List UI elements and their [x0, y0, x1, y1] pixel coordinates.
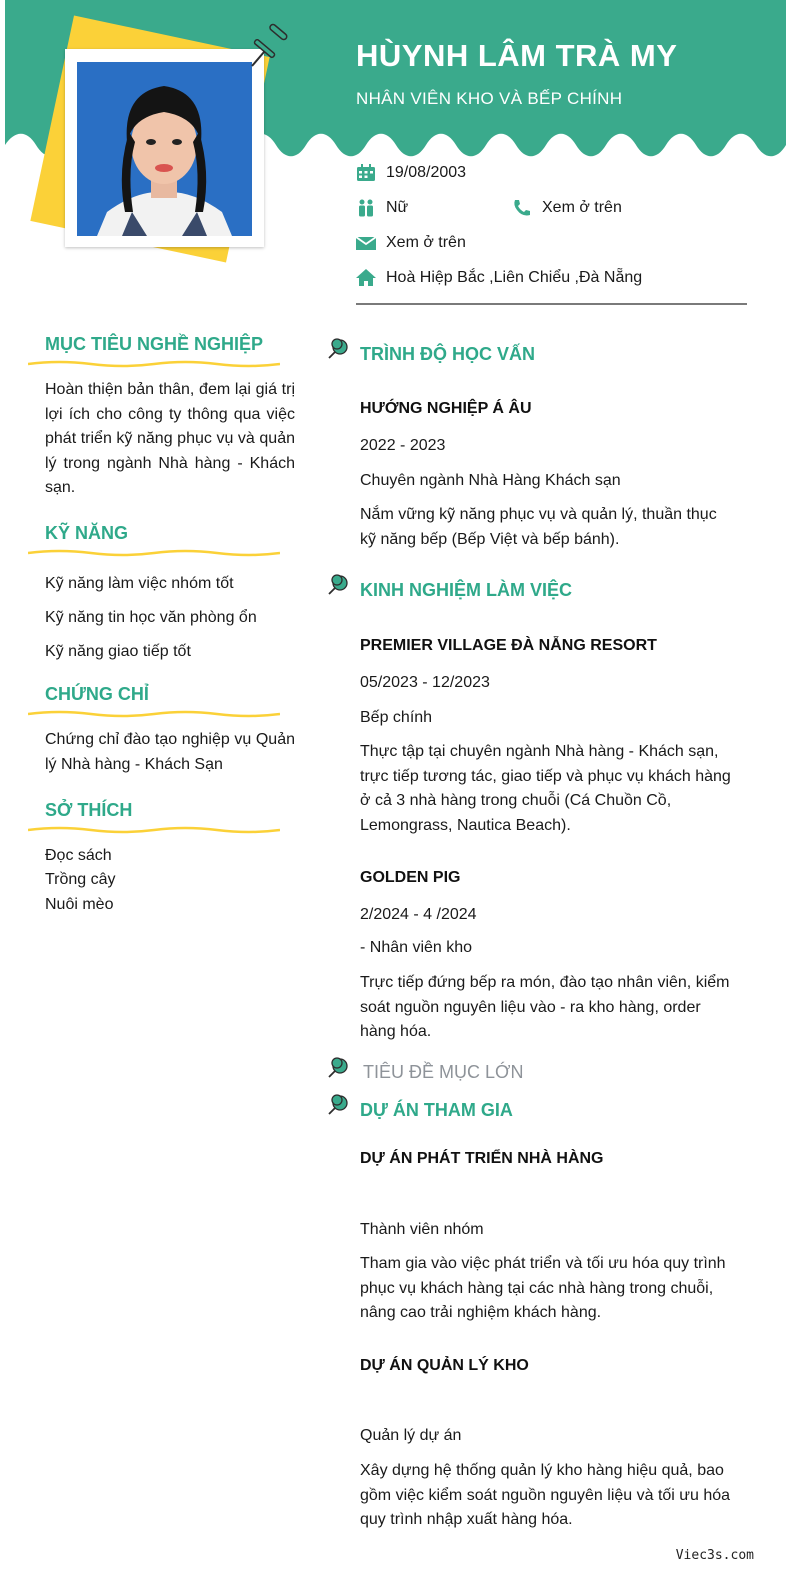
education-title: TRÌNH ĐỘ HỌC VẤN	[360, 344, 535, 364]
job-period: 2/2024 - 4 /2024	[360, 906, 477, 923]
skill-item: Kỹ năng giao tiếp tốt	[45, 643, 191, 660]
job-position: - Nhân viên kho	[360, 939, 473, 956]
phone-icon	[512, 199, 532, 217]
project-role: Quản lý dự án	[360, 1427, 462, 1444]
certificate-text: Chứng chỉ đào tạo nghiệp vụ Quản lý Nhà hàng - Khách Sạn	[45, 731, 295, 773]
job-description: Thực tập tại chuyên ngành Nhà hàng - Khách sạn, trực tiếp tương tác, giao tiếp và phục vụ khách hàng ở cả 3 nhà hàng trong chuỗi (Cá Chuồn Cồ, Lemongrass, Nautica Beach).	[360, 743, 731, 834]
project-role: Thành viên nhóm	[360, 1221, 484, 1238]
hobbies-underline	[28, 825, 280, 835]
job-title: NHÂN VIÊN KHO VÀ BẾP CHÍNH	[356, 89, 623, 108]
education-period: 2022 - 2023	[360, 437, 446, 454]
hobby-item: Nuôi mèo	[45, 896, 114, 913]
project-description: Xây dựng hệ thống quản lý kho hàng hiệu quả, bao gồm việc kiểm soát nguồn nguyên liệu và tối ưu hóa quy trình nhập xuất hàng hóa.	[360, 1462, 731, 1528]
education-description: Nắm vững kỹ năng phục vụ và quản lý, thuần thục kỹ năng bếp (Bếp Việt và bếp bánh).	[360, 506, 717, 548]
skill-item: Kỹ năng tin học văn phòng ổn	[45, 609, 257, 626]
projects-title: DỰ ÁN THAM GIA	[360, 1100, 513, 1120]
objective-underline	[28, 359, 280, 369]
hobby-item: Trồng cây	[45, 871, 116, 888]
pushpin-icon	[326, 571, 352, 597]
skills-title: KỸ NĂNG	[45, 523, 129, 543]
pushpin-icon	[244, 22, 290, 72]
project-description: Tham gia vào việc phát triển và tối ưu hóa quy trình phục vụ khách hàng tại các nhà hàng trong chuỗi, nâng cao trải nghiệm khách hàng.	[360, 1255, 726, 1321]
pushpin-icon	[326, 1091, 352, 1117]
job-position: Bếp chính	[360, 709, 433, 726]
job-period: 05/2023 - 12/2023	[360, 674, 490, 691]
birthday-value: 19/08/2003	[386, 164, 467, 181]
birthday-row	[356, 164, 466, 182]
people-icon	[356, 199, 376, 217]
skill-item: Kỹ năng làm việc nhóm tốt	[45, 575, 234, 592]
candidate-name: HÙYNH LÂM TRÀ MY	[356, 38, 678, 73]
school-name: HƯỚNG NGHIỆP Á ÂU	[360, 400, 532, 417]
portrait-image	[77, 62, 252, 236]
objective-text: Hoàn thiện bản thân, đem lại giá trị lợi ích cho công ty thông qua việc phát triển kỹ năng phục vụ và quản lý trong ngành Nhà hàng - Khách sạn.	[45, 381, 295, 496]
calendar-icon	[356, 164, 376, 182]
phone-row	[512, 199, 622, 217]
objective-title: MỤC TIÊU NGHỀ NGHIỆP	[45, 334, 264, 354]
address-value: Hoà Hiệp Bắc ,Liên Chiểu ,Đà Nẵng	[386, 269, 643, 286]
avatar	[77, 62, 252, 236]
pushpin-icon	[326, 335, 352, 361]
gender-row	[356, 199, 408, 217]
education-major: Chuyên ngành Nhà Hàng Khách sạn	[360, 472, 621, 489]
envelope-icon	[356, 234, 376, 252]
experience-title: KINH NGHIỆM LÀM VIỆC	[360, 580, 573, 600]
gender-value: Nữ	[386, 199, 409, 216]
watermark: Viec3s.com	[675, 1548, 754, 1563]
phone-value: Xem ở trên	[542, 199, 622, 216]
company-name: PREMIER VILLAGE ĐÀ NẴNG RESORT	[360, 637, 657, 654]
placeholder-section-title: TIÊU ĐỀ MỤC LỚN	[363, 1062, 524, 1082]
header-divider	[356, 303, 747, 305]
company-name: GOLDEN PIG	[360, 869, 461, 886]
address-row	[356, 269, 642, 287]
photo-frame	[65, 49, 264, 247]
home-icon	[356, 269, 376, 287]
pushpin-icon	[326, 1054, 352, 1080]
profile-photo-area	[40, 28, 260, 268]
job-description: Trực tiếp đứng bếp ra món, đào tạo nhân viên, kiểm soát nguồn nguyên liệu vào - ra kho hàng, order hàng hóa.	[360, 974, 730, 1040]
certificates-underline	[28, 709, 280, 719]
skills-underline	[28, 548, 280, 558]
certificates-title: CHỨNG CHỈ	[45, 684, 149, 704]
email-value: Xem ở trên	[386, 234, 466, 251]
hobby-item: Đọc sách	[45, 847, 112, 864]
hobbies-title: SỞ THÍCH	[45, 800, 133, 820]
email-row	[356, 234, 466, 252]
project-name: DỰ ÁN QUẢN LÝ KHO	[360, 1357, 529, 1374]
project-name: DỰ ÁN PHÁT TRIỂN NHÀ HÀNG	[360, 1150, 604, 1167]
